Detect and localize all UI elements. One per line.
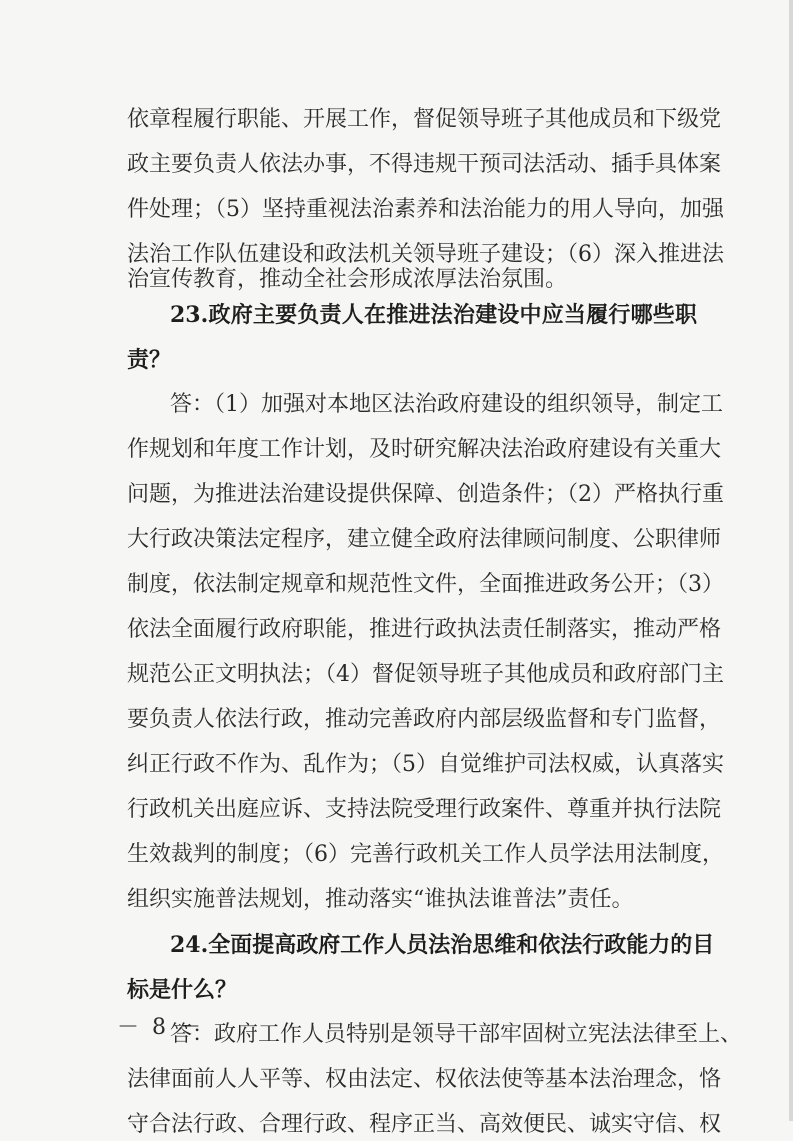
- answer-text-line: 守合法行政、合理行政、程序正当、高效便民、诚实守信、权: [127, 1112, 722, 1137]
- answer-text-line: 行政机关出庭应诉、支持法院受理行政案件、尊重并执行法院: [127, 797, 722, 822]
- answer-text-line: 法律面前人人平等、权由法定、权依法使等基本法治理念，恪: [127, 1067, 722, 1092]
- answer-text-line: 要负责人依法行政，推动完善政府内部层级监督和专门监督，: [127, 707, 722, 732]
- answer-text-line: 规范公正文明执法；（4）督促领导班子其他成员和政府部门主: [127, 662, 724, 687]
- body-text-line: 件处理；（5）坚持重视法治素养和法治能力的用人导向，加强: [127, 197, 724, 222]
- answer-text-line: 大行政决策法定程序，建立健全政府法律顾问制度、公职律师: [127, 527, 722, 552]
- question-heading-23-continued: 责？: [127, 347, 172, 373]
- question-heading-24-continued: 标是什么？: [127, 977, 238, 1003]
- answer-text-line: 依法全面履行政府职能，推进行政执法责任制落实，推动严格: [127, 617, 722, 642]
- answer-text-line: 组织实施普法规划，推动落实“谁执法谁普法”责任。: [127, 887, 634, 912]
- answer-text-line: 纠正行政不作为、乱作为；（5）自觉维护司法权威，认真落实: [127, 752, 724, 777]
- body-text-line: 政主要负责人依法办事，不得违规干预司法活动、插手具体案: [127, 152, 722, 177]
- page-number: － 8 －: [117, 1015, 204, 1040]
- body-text-line: 法治工作队伍建设和政法机关领导班子建设；（6）深入推进法: [127, 242, 724, 267]
- answer-text-line: 答：（1）加强对本地区法治政府建设的组织领导，制定工: [170, 392, 723, 417]
- answer-text-line: 制度，依法制定规章和规范性文件，全面推进政务公开；（3）: [127, 572, 724, 597]
- body-text-line: 依章程履行职能、开展工作，督促领导班子其他成员和下级党: [127, 107, 722, 132]
- answer-text-line: 生效裁判的制度；（6）完善行政机关工作人员学法用法制度，: [127, 842, 724, 867]
- answer-text-line: 问题，为推进法治建设提供保障、创造条件；（2）严格执行重: [127, 482, 724, 507]
- question-heading-23: 23.政府主要负责人在推进法治建设中应当履行哪些职: [170, 302, 697, 328]
- question-heading-24: 24.全面提高政府工作人员法治思维和依法行政能力的目: [170, 932, 715, 958]
- answer-text-line: 作规划和年度工作计划，及时研究解决法治政府建设有关重大: [127, 437, 722, 462]
- answer-text-line: 答：政府工作人员特别是领导干部牢固树立宪法法律至上、: [170, 1022, 743, 1047]
- body-text-line: 治宣传教育，推动全社会形成浓厚法治氛围。: [127, 267, 568, 292]
- scan-edge: [789, 0, 793, 1121]
